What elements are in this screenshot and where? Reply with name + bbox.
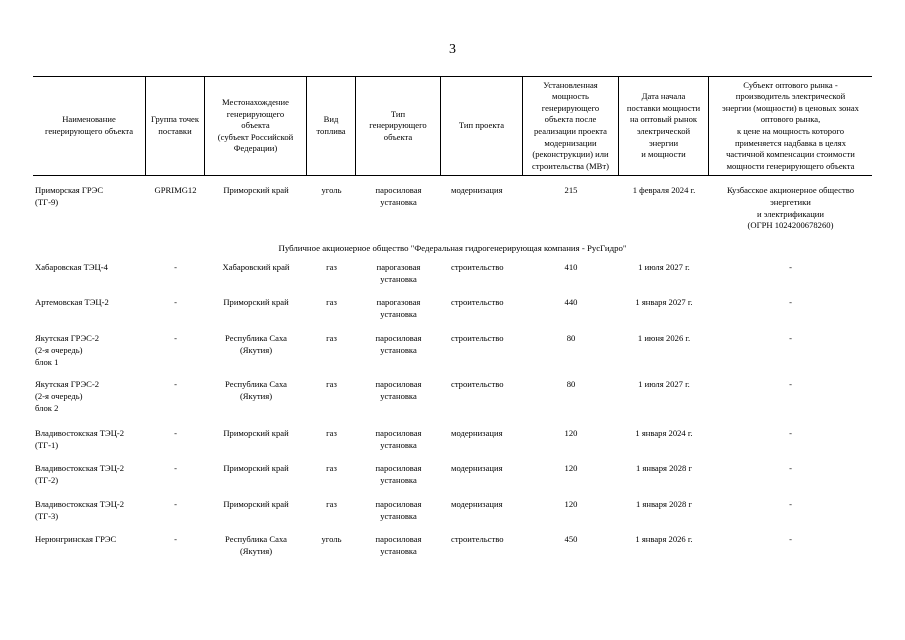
cell-name: Владивостокская ТЭЦ-2 (ТГ-3) (35, 499, 125, 521)
cell-capacity: 440 (564, 297, 578, 307)
cell-fuel: газ (326, 333, 337, 343)
cell-type: парогазовая установка (376, 297, 421, 319)
cell-date: 1 июля 2027 г. (638, 262, 690, 272)
cell-date: 1 января 2024 г. (635, 428, 693, 438)
cell-subject: - (789, 463, 792, 473)
cell-subject: - (789, 333, 792, 343)
cell-project: модернизация (451, 185, 503, 195)
header-date: Дата начала поставки мощности на оптовый рынок электрической энергии и мощности (619, 77, 709, 175)
cell-location: Приморский край (223, 463, 289, 473)
cell-subject: - (789, 499, 792, 509)
cell-type: паросиловая установка (375, 333, 422, 355)
cell-project: строительство (451, 333, 504, 343)
cell-subject: - (789, 262, 792, 272)
cell-type: паросиловая установка (375, 499, 422, 521)
cell-name: Хабаровская ТЭЦ-4 (35, 262, 108, 272)
table-row (33, 185, 872, 232)
cell-group: - (174, 499, 177, 509)
cell-location: Приморский край (223, 297, 289, 307)
cell-name: Владивостокская ТЭЦ-2 (ТГ-2) (35, 463, 125, 485)
cell-type: паросиловая установка (375, 379, 422, 401)
cell-type: паросиловая установка (375, 185, 422, 207)
cell-location: Приморский край (223, 499, 289, 509)
cell-name: Артемовская ТЭЦ-2 (35, 297, 109, 307)
cell-fuel: уголь (321, 185, 342, 195)
cell-location: Приморский край (223, 185, 289, 195)
header-capacity: Установленная мощность генерирующего объекта после реализации проекта модернизации (реконструкции) или строительства (МВт) (523, 77, 619, 175)
header-fuel: Вид топлива (307, 77, 356, 175)
cell-fuel: газ (326, 379, 337, 389)
table-row (33, 463, 872, 487)
cell-fuel: газ (326, 499, 337, 509)
cell-group: - (174, 297, 177, 307)
cell-name: Нерюнгринская ГРЭС (35, 534, 117, 544)
cell-location: Республика Саха (Якутия) (225, 333, 287, 355)
cell-location: Приморский край (223, 428, 289, 438)
cell-project: модернизация (451, 499, 503, 509)
cell-date: 1 февраля 2024 г. (632, 185, 696, 195)
cell-date: 1 июля 2027 г. (638, 379, 690, 389)
cell-name: Приморская ГРЭС (ТГ-9) (35, 185, 104, 207)
cell-type: паросиловая установка (375, 534, 422, 556)
cell-capacity: 120 (564, 463, 578, 473)
header-name: Наименование генерирующего объекта (33, 77, 146, 175)
cell-group: - (174, 463, 177, 473)
table-row (33, 379, 872, 414)
cell-capacity: 215 (564, 185, 578, 195)
cell-capacity: 80 (566, 333, 576, 343)
cell-group: - (174, 379, 177, 389)
header-project: Тип проекта (441, 77, 523, 175)
cell-type: паросиловая установка (375, 463, 422, 485)
cell-group: - (174, 534, 177, 544)
cell-name: Якутская ГРЭС-2 (2-я очередь) блок 2 (35, 379, 100, 413)
cell-capacity: 120 (564, 428, 578, 438)
header-group: Группа точек поставки (146, 77, 205, 175)
cell-fuel: газ (326, 297, 337, 307)
cell-capacity: 410 (564, 262, 578, 272)
cell-group: GPRIMG12 (154, 185, 197, 195)
page-number: 3 (449, 42, 456, 57)
table-row (33, 499, 872, 523)
cell-fuel: уголь (321, 534, 342, 544)
cell-name: Якутская ГРЭС-2 (2-я очередь) блок 1 (35, 333, 100, 367)
cell-location: Хабаровский край (222, 262, 290, 272)
table-row (33, 534, 872, 558)
cell-fuel: газ (326, 428, 337, 438)
cell-project: модернизация (451, 463, 503, 473)
cell-project: строительство (451, 297, 504, 307)
cell-date: 1 января 2026 г. (635, 534, 693, 544)
header-subject: Субъект оптового рынка - производитель электрической энергии (мощности) в ценовых зонах оптового рынка, к цене на мощность которого применяется надбавка в целях частичной компенсации стоимости мощности генерирующего объекта (722, 79, 859, 171)
table-row (33, 262, 872, 286)
table-row (33, 297, 872, 321)
cell-capacity: 120 (564, 499, 578, 509)
cell-location: Республика Саха (Якутия) (225, 534, 287, 556)
table-header (33, 76, 872, 176)
cell-project: строительство (451, 379, 504, 389)
cell-date: 1 января 2028 г (635, 463, 692, 473)
cell-capacity: 80 (566, 379, 576, 389)
cell-subject: - (789, 428, 792, 438)
cell-subject: Кузбасское акционерное общество энергетики и электрификации (ОГРН 1024200678260) (726, 185, 855, 231)
cell-date: 1 января 2028 г (635, 499, 692, 509)
cell-subject: - (789, 379, 792, 389)
cell-location: Республика Саха (Якутия) (225, 379, 287, 401)
cell-date: 1 июня 2026 г. (637, 333, 691, 343)
cell-group: - (174, 428, 177, 438)
cell-type: парогазовая установка (376, 262, 421, 284)
cell-type: паросиловая установка (375, 428, 422, 450)
cell-group: - (174, 333, 177, 343)
cell-date: 1 января 2027 г. (635, 297, 693, 307)
cell-project: модернизация (451, 428, 503, 438)
cell-fuel: газ (326, 463, 337, 473)
table-row (33, 333, 872, 368)
power-plants-table (33, 76, 872, 556)
cell-project: строительство (451, 262, 504, 272)
cell-group: - (174, 262, 177, 272)
cell-name: Владивостокская ТЭЦ-2 (ТГ-1) (35, 428, 125, 450)
table-row (33, 428, 872, 452)
cell-subject: - (789, 297, 792, 307)
group-title: Публичное акционерное общество "Федеральная гидрогенерирующая компания - РусГидро" (278, 243, 627, 253)
cell-fuel: газ (326, 262, 337, 272)
cell-subject: - (789, 534, 792, 544)
header-type: Тип генерирующего объекта (356, 77, 441, 175)
header-location: Местонахождение генерирующего объекта (субъект Российской Федерации) (205, 77, 307, 175)
cell-capacity: 450 (564, 534, 578, 544)
cell-project: строительство (451, 534, 504, 544)
